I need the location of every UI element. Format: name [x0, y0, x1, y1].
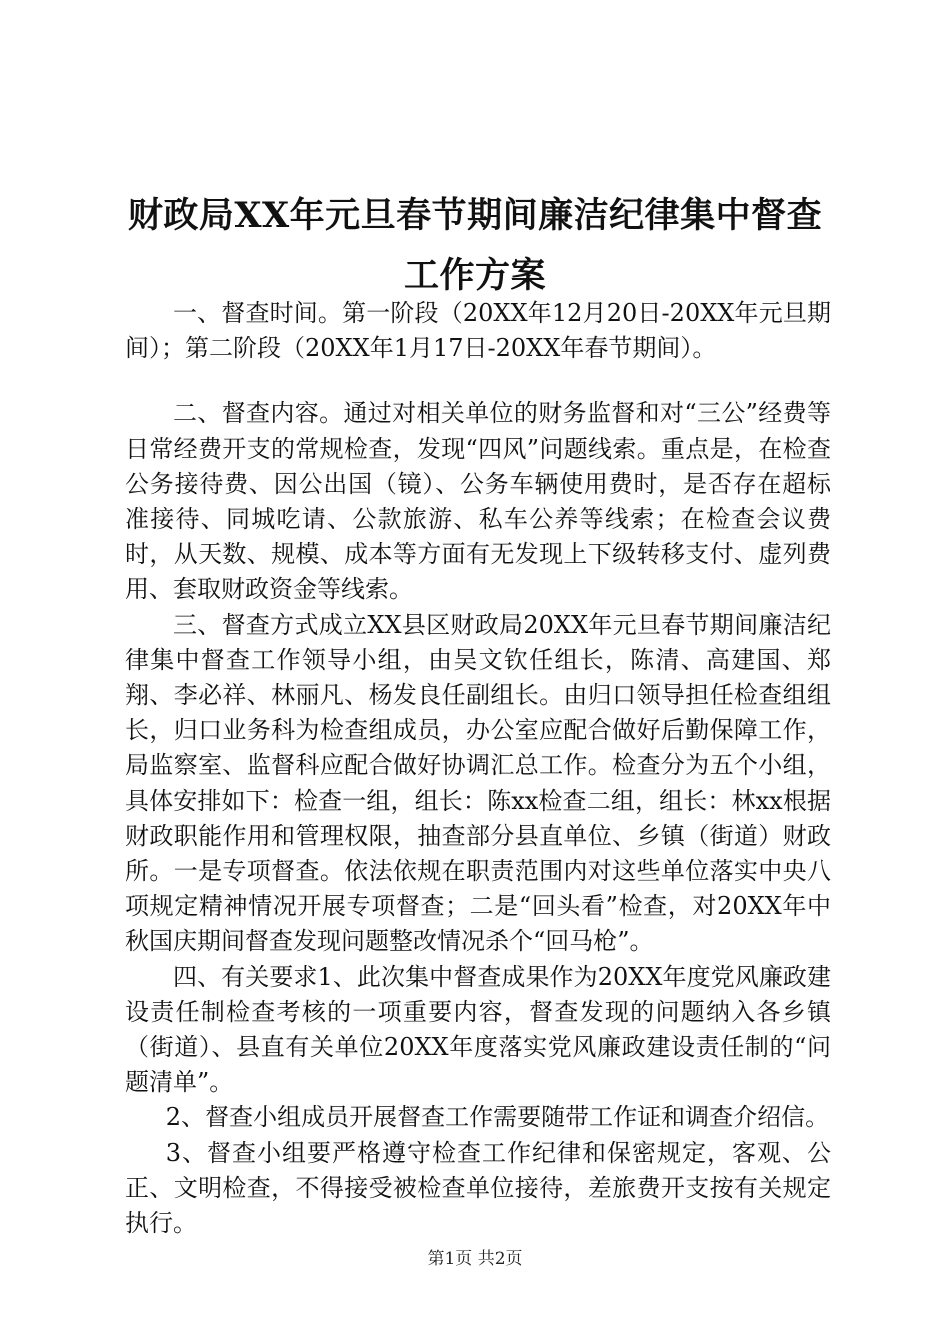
paragraph-supervision-time: 一、督查时间。第一阶段（20XX年12月20日-20XX年元旦期间）；第二阶段（20XX年1月17日-20XX年春节期间）。 — [125, 299, 831, 363]
document-body — [125, 296, 831, 1241]
paragraph-supervision-content: 二、督查内容。通过对相关单位的财务监督和对“三公”经费等日常经费开支的常规检查，发现“四风”问题线索。重点是，在检查公务接待费、因公出国（镜）、公务车辆使用费时，是否存在超标准接待、同城吃请、公款旅游、私车公养等线索；在检查会议费时，从天数、规模、成本等方面有无发现上下级转移支付、虚列费用、套取财政资金等线索。 — [125, 399, 831, 604]
paragraph-requirements-2: 2、督查小组成员开展督查工作需要随带工作证和调查介绍信。 — [165, 1103, 830, 1132]
document-title — [120, 186, 830, 306]
document-title-line-1: 财政局XX年元旦春节期间廉洁纪律集中督查 — [127, 195, 823, 236]
paragraph-supervision-method: 三、督查方式成立XX县区财政局20XX年元旦春节期间廉洁纪律集中督查工作领导小组，由吴文钦任组长，陈清、高建国、郑翔、李必祥、林丽凡、杨发良任副组长。由归口领导担任检查组组长，归口业务科为检查组成员，办公室应配合做好后勤保障工作，局监察室、监督科应配合做好协调汇总工作。检查分为五个小组，具体安排如下：检查一组，组长：陈xx检查二组，组长：林xx根据财政职能作用和管理权限，抽查部分县直单位、乡镇（街道）财政所。一是专项督查。依法依规在职责范围内对这些单位落实中央八项规定精神情况开展专项督查；二是“回头看”检查，对20XX年中秋国庆期间督查发现问题整改情况杀个“回马枪”。 — [125, 610, 831, 956]
paragraph-requirements-1: 四、有关要求1、此次集中督查成果作为20XX年度党风廉政建设责任制检查考核的一项重要内容，督查发现的问题纳入各乡镇（街道）、县直有关单位20XX年度落实党风廉政建设责任制的“问题清单”。 — [125, 962, 831, 1097]
page-number-footer: 第1页 共2页 — [427, 1249, 523, 1269]
paragraph-gap — [125, 366, 831, 396]
paragraph-requirements-3: 3、督查小组要严格遵守检查工作纪律和保密规定，客观、公正、文明检查，不得接受被检查单位接待，差旅费开支按有关规定执行。 — [125, 1138, 831, 1238]
document-title-line-2: 工作方案 — [403, 255, 546, 296]
